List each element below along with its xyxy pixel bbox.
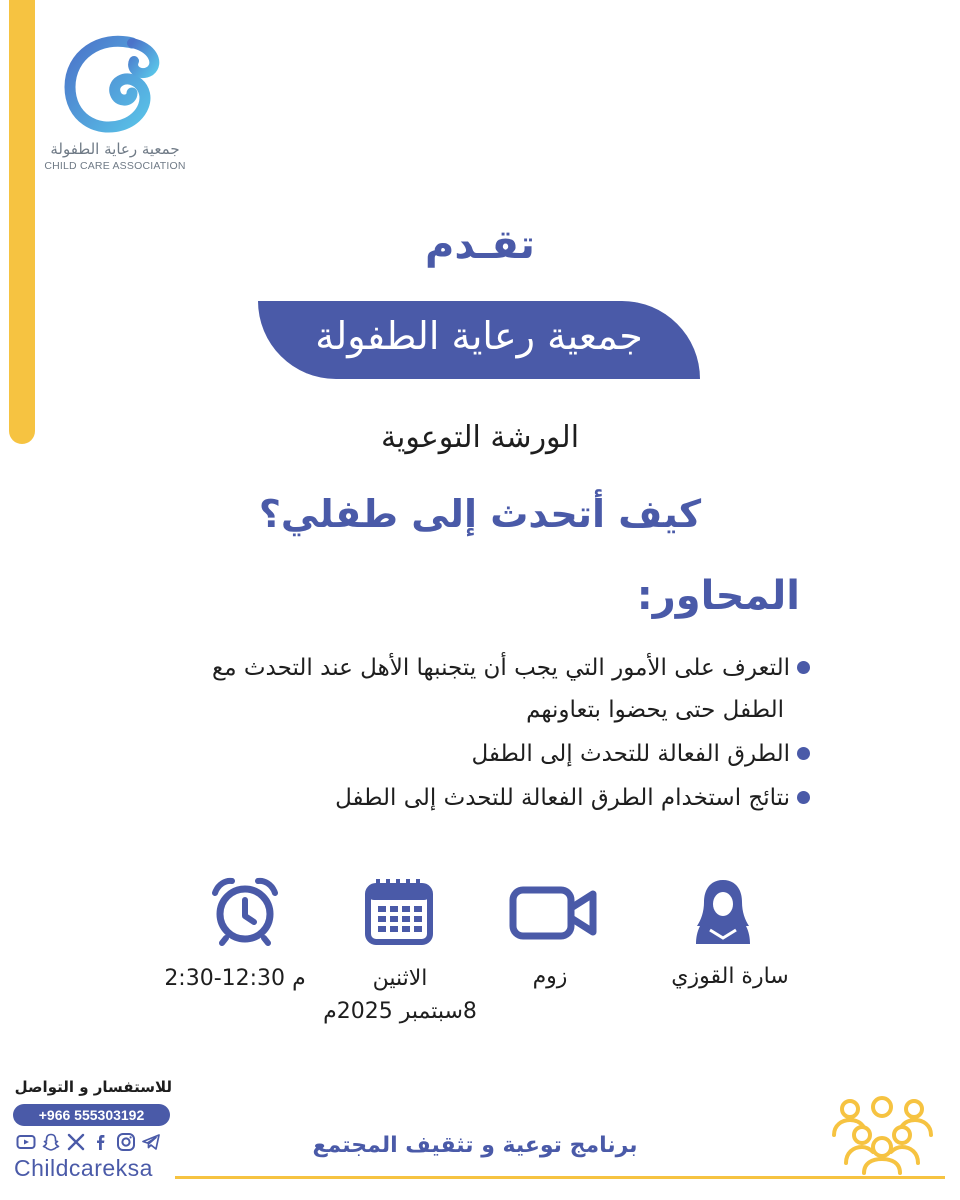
platform-name: زوم (532, 964, 568, 989)
topic-text: التعرف على الأمور التي يجب أن يتجنبها الأهل عند التحدث مع (212, 655, 790, 681)
presents-heading: تقـدم (425, 222, 535, 268)
date-block (300, 962, 500, 1028)
topic-item (140, 778, 810, 818)
phone-number[interactable]: +966 555303192 (13, 1104, 170, 1126)
workshop-label: الورشة التوعوية (380, 420, 580, 455)
logo-arabic-name: جمعية رعاية الطفولة (50, 140, 180, 158)
snapchat-icon[interactable] (41, 1132, 61, 1152)
contact-label: للاستفسار و التواصل (14, 1078, 172, 1096)
x-icon[interactable] (66, 1132, 86, 1152)
workshop-title: كيف أتحدث إلى طفلي؟ (258, 492, 702, 536)
youtube-icon[interactable] (16, 1132, 36, 1152)
bullet-dot (797, 747, 810, 760)
bullet-dot (797, 661, 810, 674)
instagram-icon[interactable] (116, 1132, 136, 1152)
calendar-icon (364, 876, 434, 946)
topics-list (140, 648, 810, 822)
video-camera-icon (508, 878, 598, 948)
telegram-icon[interactable] (141, 1132, 161, 1152)
footer-divider (175, 1176, 945, 1179)
facebook-icon[interactable] (91, 1132, 111, 1152)
date-day: الاثنين (372, 966, 428, 991)
date-full: 8سبتمبر 2025م (323, 999, 477, 1024)
organization-name: جمعية رعاية الطفولة (315, 314, 643, 358)
bullet-dot (797, 791, 810, 804)
logo-english-name: CHILD CARE ASSOCIATION (44, 160, 186, 172)
hijab-woman-icon (688, 876, 758, 946)
topic-item (140, 648, 810, 730)
topic-text-continued: الطفل حتى يحضوا بتعاونهم (526, 697, 784, 723)
alarm-clock-icon (210, 876, 280, 946)
topic-text: الطرق الفعالة للتحدث إلى الطفل (471, 741, 790, 767)
social-icons-row (16, 1131, 168, 1153)
time-range: 2:30-12:30 م (164, 966, 306, 991)
side-accent-bar (9, 0, 35, 444)
social-handle[interactable]: Childcareksa (14, 1155, 153, 1181)
program-title: برنامج توعية و تثقيف المجتمع (312, 1133, 638, 1158)
topics-heading: المحاور: (636, 573, 800, 619)
presenter-name: سارة القوزي (671, 964, 789, 989)
community-people-icon (820, 1095, 945, 1175)
topic-item (140, 734, 810, 774)
topic-text: نتائج استخدام الطرق الفعالة للتحدث إلى الطفل (335, 785, 790, 811)
